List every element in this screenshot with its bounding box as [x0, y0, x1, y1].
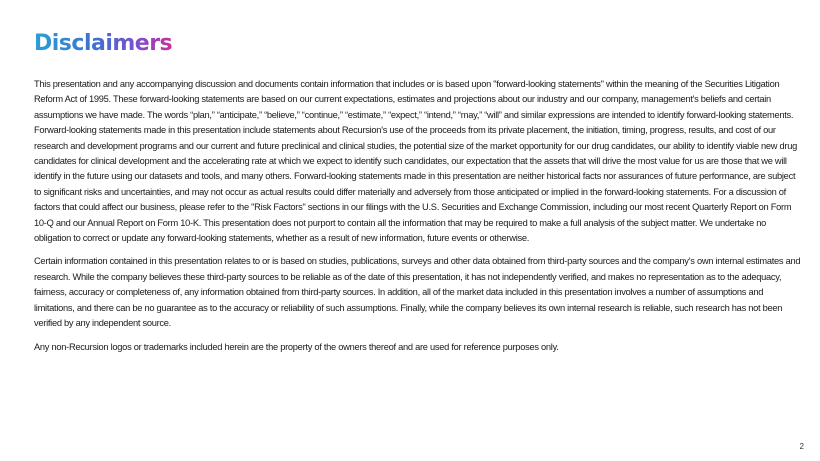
slide-title: Disclaimers	[34, 31, 173, 56]
page-number: 2	[799, 442, 804, 451]
paragraph-forward-looking: This presentation and any accompanying discussion and documents contain information that includes or is based upon "forward-looking statements" within the meaning of the Securities Litigation Reform Act of 1995. These forward-looking statements are based on our current expectations, estimates and projections about our industry and our company, management's beliefs and certain assumptions we have made. The words “plan,” “anticipate,” “believe,” “continue,” “estimate,” “expect,” “intend,” “may,” “will” and similar expressions are intended to identify forward-looking statements. Forward-looking statements made in this presentation include statements about Recursion's use of the proceeds from its private placement, the initiation, timing, progress, results, and cost of our research and development programs and our current and future preclinical and clinical studies, the potential size of the market opportunity for our drug candidates, our ability to identify viable new drug candidates for clinical development and the accelerating rate at which we expect to identify such candidates, our expectation that the assets that will drive the most value for us are those that we will identify in the future using our datasets and tools, and many others. Forward-looking statements made in this presentation are neither historical facts nor assurances of future performance, are subject to significant risks and uncertainties, and may not occur as actual results could differ materially and adversely from those anticipated or implied in the forward-looking statements. For a discussion of factors that could affect our business, please refer to the "Risk Factors" sections in our filings with the U.S. Securities and Exchange Commission, including our most recent Quarterly Report on Form 10-Q and our Annual Report on Form 10-K. This presentation does not purport to contain all the information that may be required to make a full analysis of the subject matter. We undertake no obligation to correct or update any forward-looking statements, whether as a result of new information, future events or otherwise.	[34, 79, 798, 244]
disclaimer-body	[34, 77, 802, 363]
paragraph-trademarks: Any non-Recursion logos or trademarks included herein are the property of the owners thereof and are used for reference purposes only.	[34, 341, 559, 352]
paragraph-third-party-data: Certain information contained in this presentation relates to or is based on studies, publications, surveys and other data obtained from third-party sources and the company’s own internal estimates and research. While the company believes these third-party sources to be reliable as of the date of this presentation, it has not independently verified, and makes no representation as to the adequacy, fairness, accuracy or completeness of, any information obtained from third-party sources. In addition, all of the market data included in this presentation involves a number of assumptions and limitations, and there can be no guarantee as to the accuracy or reliability of such assumptions. Finally, while the company believes its own internal research is reliable, such research has not been verified by any independent source.	[34, 256, 801, 329]
